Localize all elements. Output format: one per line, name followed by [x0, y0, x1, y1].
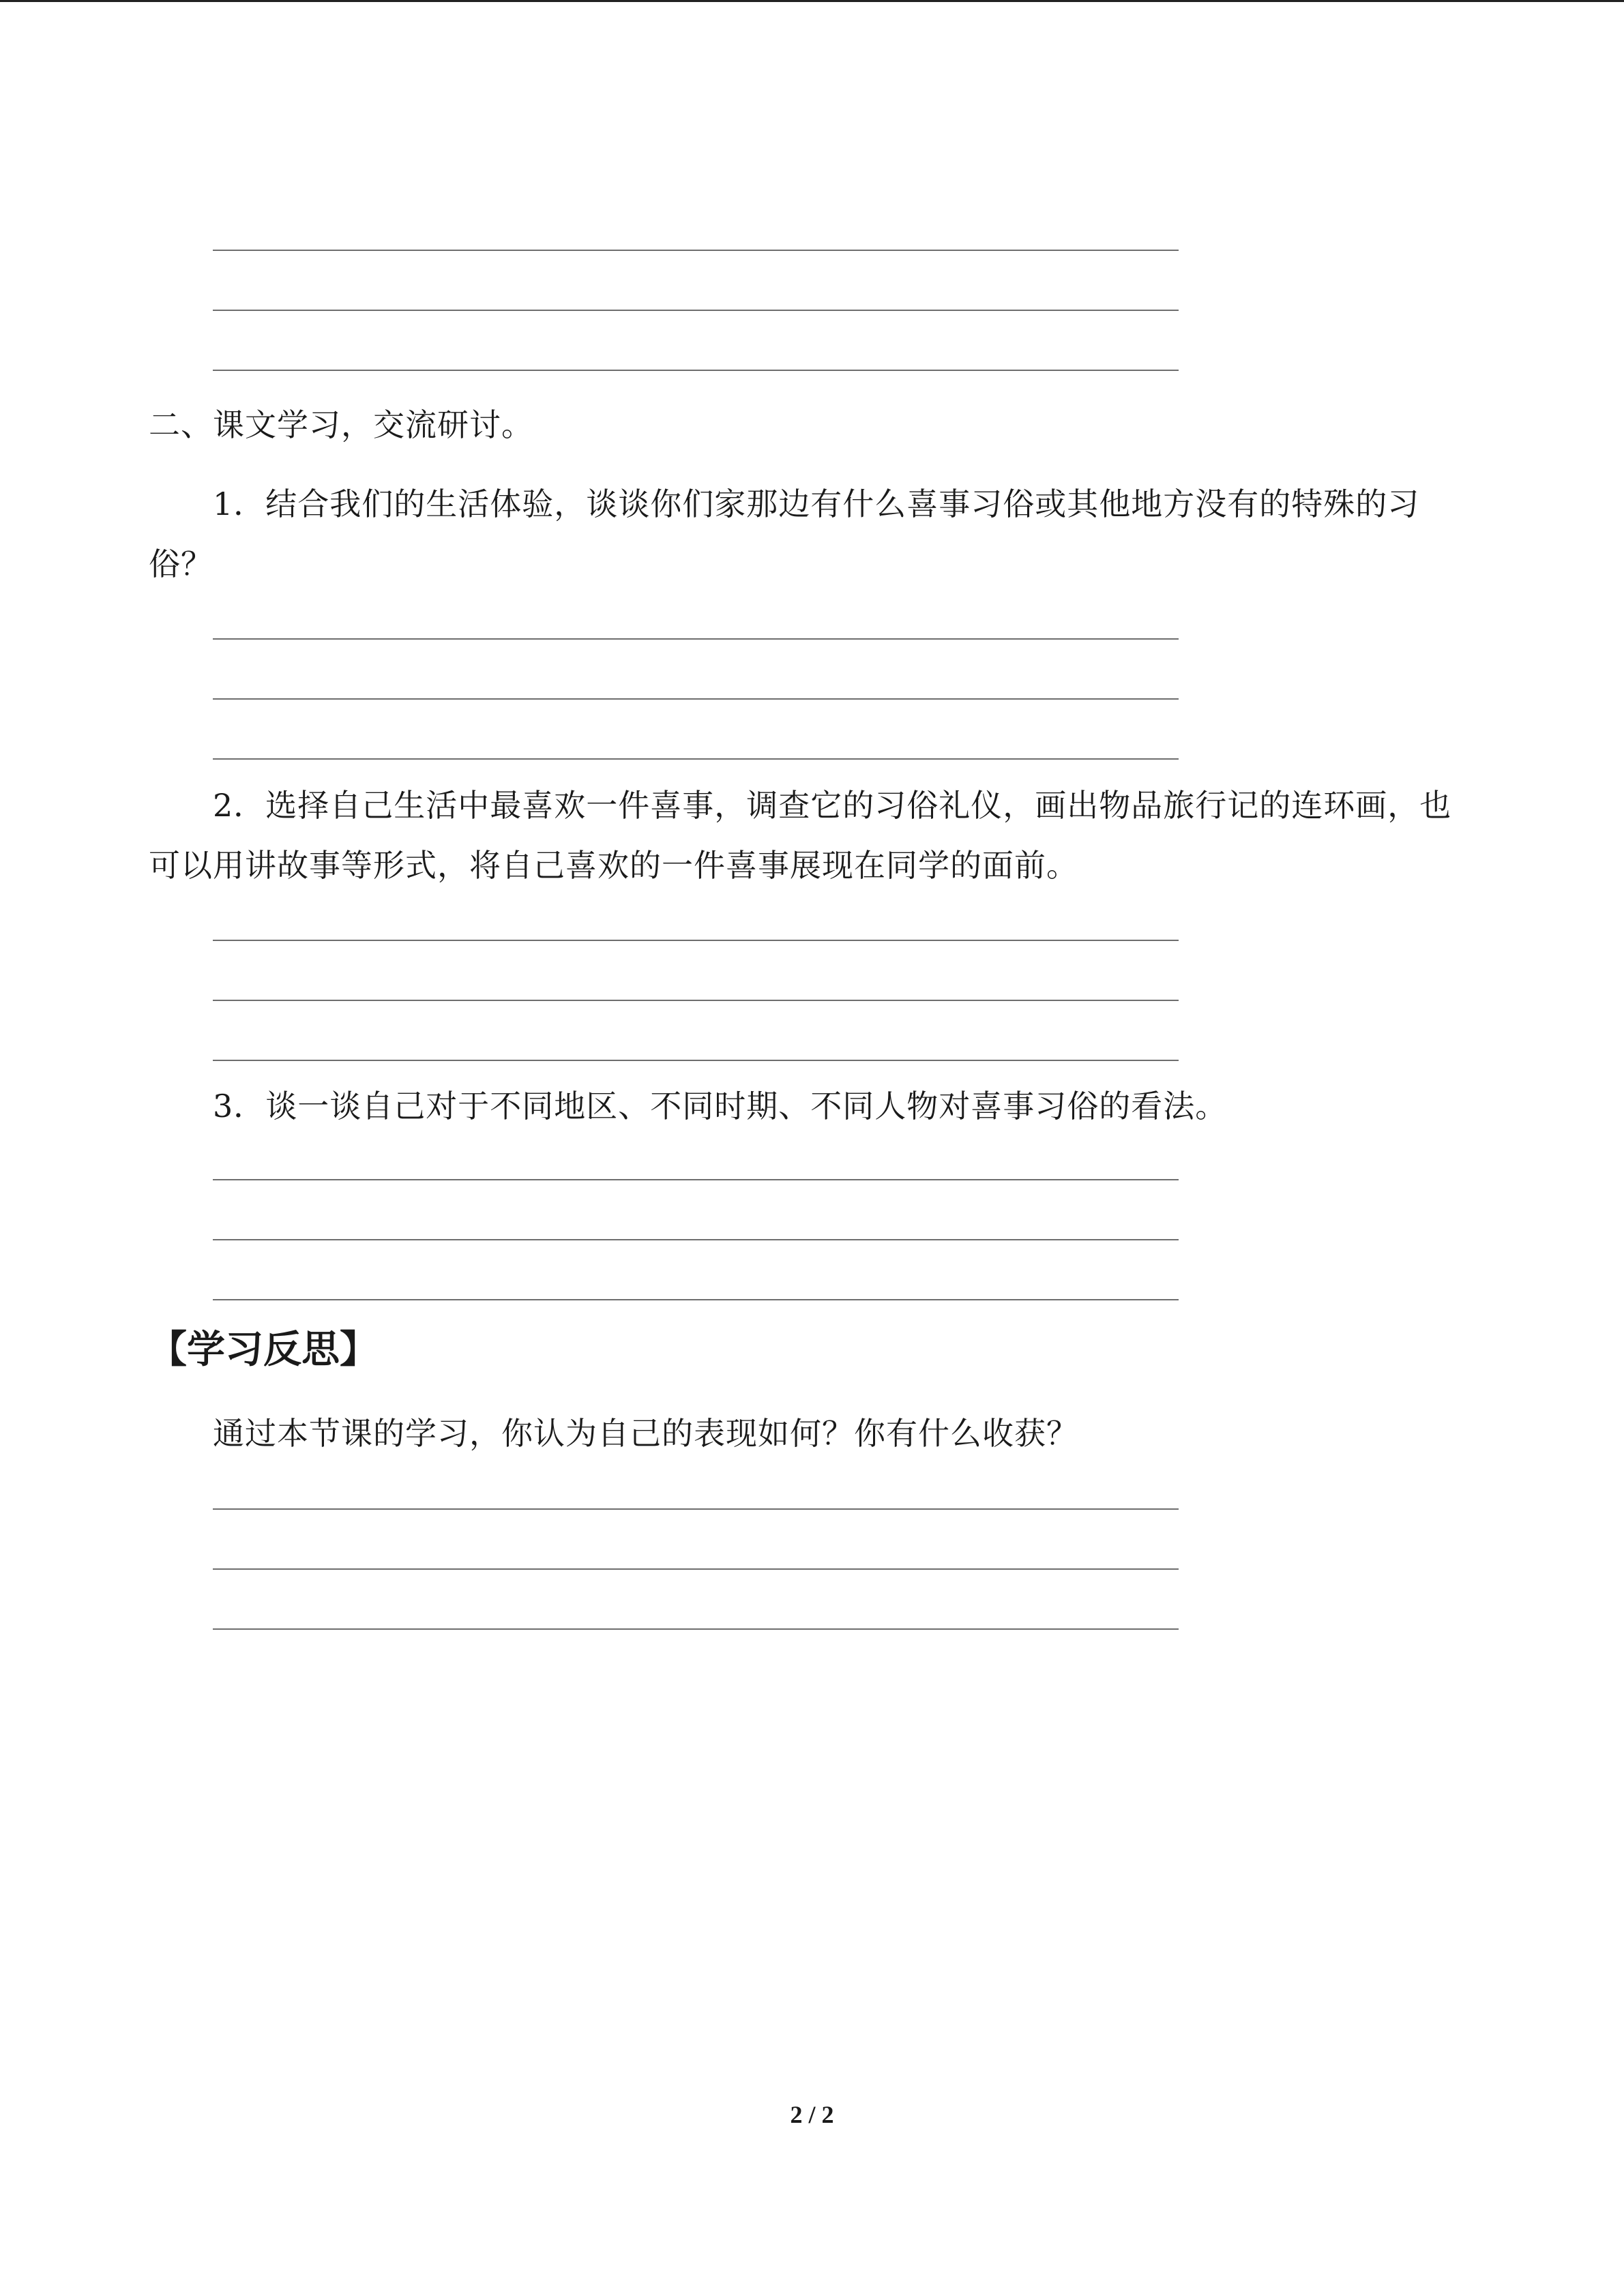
answer-line[interactable]: [213, 1239, 1179, 1240]
answer-line[interactable]: [213, 1060, 1179, 1061]
answer-line[interactable]: [213, 250, 1179, 251]
answer-line[interactable]: [213, 638, 1179, 640]
reflection-heading: 【学习反思】: [149, 1328, 378, 1372]
answer-line[interactable]: [213, 310, 1179, 311]
answer-line[interactable]: [213, 370, 1179, 371]
reflection-prompt: 通过本节课的学习，你认为自己的表现如何？你有什么收获？: [213, 1415, 1078, 1452]
answer-line[interactable]: [213, 698, 1179, 700]
answer-line[interactable]: [213, 1179, 1179, 1180]
answer-line[interactable]: [213, 1568, 1179, 1570]
answer-line[interactable]: [213, 940, 1179, 941]
question-2-line-2: 可以用讲故事等形式，将自己喜欢的一件喜事展现在同学的面前。: [149, 847, 1078, 884]
answer-line[interactable]: [213, 1299, 1179, 1300]
answer-line[interactable]: [213, 1628, 1179, 1630]
question-1-line-2: 俗？: [149, 546, 213, 582]
question-2-line-1: 2．选择自己生活中最喜欢一件喜事，调查它的习俗礼仪，画出物品旅行记的连环画，也: [213, 787, 1452, 824]
question-1-line-1: 1．结合我们的生活体验，谈谈你们家那边有什么喜事习俗或其他地方没有的特殊的习: [213, 486, 1420, 522]
page-number: 2 / 2: [790, 2101, 834, 2128]
question-3-line-1: 3．谈一谈自己对于不同地区、不同时期、不同人物对喜事习俗的看法。: [213, 1088, 1228, 1124]
answer-line[interactable]: [213, 1508, 1179, 1510]
page-top-border: [0, 0, 1624, 2]
answer-line[interactable]: [213, 758, 1179, 760]
section-heading: 二、课文学习，交流研讨。: [149, 406, 533, 443]
answer-line[interactable]: [213, 1000, 1179, 1001]
